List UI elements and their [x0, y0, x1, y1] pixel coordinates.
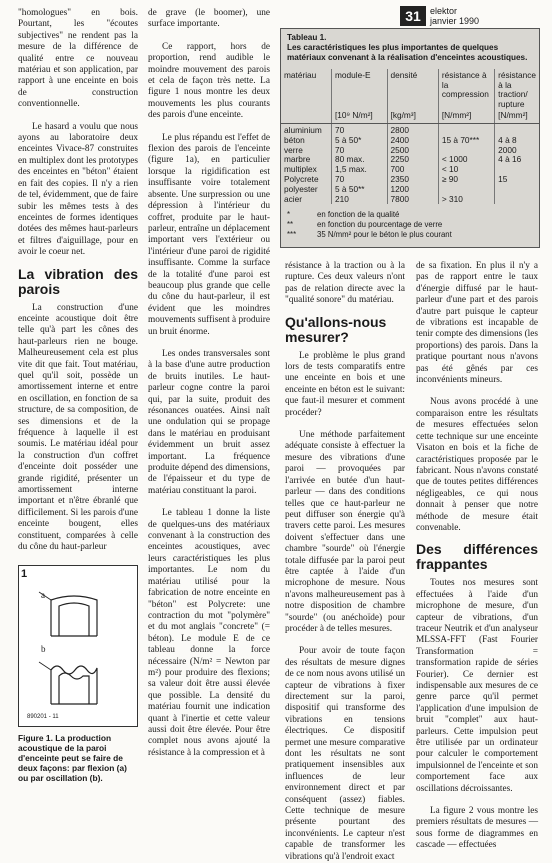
column-header: module-E [332, 69, 388, 111]
unit-cell: [10⁹ N/m²] [332, 111, 388, 124]
table-row [281, 124, 539, 136]
column-header: matériau [284, 70, 317, 80]
table-cell: béton [284, 134, 305, 145]
column-4 [416, 261, 538, 852]
page-number: 31 [400, 6, 426, 26]
legend-key: * [287, 210, 291, 219]
column-header: densité [387, 69, 438, 111]
table-cell [495, 124, 539, 136]
paragraph: Nous avons procédé à une comparaison entre les résultats de mesures effectuées selon cette technique sur une enceinte Visaton en bois et la fiche de caractéristiques proposée par le fabricant. Nous n'avons constaté que de toutes petites différences négligeables, ce qui nous donnait à penser que notre méthode de mesure était convenable. [416, 397, 538, 533]
column-2 [148, 8, 270, 759]
masthead [430, 6, 479, 26]
column-header: résistance à la traction/ rupture [495, 69, 539, 111]
legend-item [287, 210, 452, 220]
issue-date: janvier 1990 [430, 16, 480, 26]
table-cell: multiplex [284, 164, 317, 175]
legend-key: *** [287, 229, 297, 239]
table-cell: > 310 [438, 195, 494, 205]
table-cell: 2250 [387, 155, 438, 165]
table-cell: 4 à 8 [495, 136, 539, 146]
table-cell: 15 [495, 175, 539, 185]
legend-item [287, 230, 452, 240]
table-cell: < 1000 [438, 155, 494, 165]
table-cell: Polycrete [284, 173, 319, 184]
table-grid [281, 69, 539, 204]
column-1 [18, 8, 138, 553]
table-cell: 70 [332, 146, 388, 156]
unit-cell: [kg/m³] [387, 111, 438, 124]
table-cell [438, 124, 494, 136]
table-cell: 70 [332, 175, 388, 185]
table-cell: 700 [387, 165, 438, 175]
table-number: Tableau 1. [287, 33, 327, 42]
figure-number: 1 [21, 568, 28, 580]
figure-code: 890201 - 11 [27, 714, 59, 720]
table-row [281, 195, 539, 205]
wall-vibration-diagram [19, 566, 137, 726]
table-cell: 80 max. [332, 155, 388, 165]
table-cell: 2800 [387, 124, 438, 136]
table-cell: 7800 [387, 195, 438, 205]
figure-caption: Figure 1. La production acoustique de la paroi d'enceinte peut se faire de deux façons: par flexion (a) ou par oscillation (b). [18, 733, 127, 783]
units-row [281, 111, 539, 124]
table-legend [287, 210, 452, 239]
table-cell: 4 à 16 [495, 155, 539, 165]
table-cell [495, 195, 539, 205]
table-cell: 1,5 max. [332, 165, 388, 175]
legend-text: 35 N/mm² pour le béton le plus courant [317, 229, 452, 239]
table-cell: 210 [332, 195, 388, 205]
figure-label-b: b [41, 644, 46, 654]
legend-text: en fonction de la qualité [317, 210, 400, 219]
column-header: résistance à la compression [438, 69, 494, 111]
paragraph: résistance à la traction ou à la rupture. Ces deux valeurs n'ont pas de relation directe avec la "qualité sonore" du matériau. [285, 261, 405, 306]
table-cell: verre [284, 144, 303, 155]
table-cell: 2400 [387, 136, 438, 146]
figure-1 [18, 565, 138, 727]
table-cell [495, 185, 539, 195]
unit-cell: [N/mm²] [495, 111, 539, 124]
table-subtitle: Les caractéristiques les plus importantes de quelques matériaux convenant à la réalisation d'enceintes acoustiques. [287, 43, 528, 62]
paragraph: Pour avoir de toute façon des résultats de mesure dignes de ce nom nous avons utilisé un capteur de vibrations à fixer directement sur la paroi, dispositif qui transforme des vibrations en tensions électriques. Ce dispositif permet une mesure comparative dont les résultats ne sont pratiquement insensibles aux influences de leur environnement direct et par conséquent (assez) fiables. Cette technique de mesure présente pourtant des inconvénients. Le capteur n'est capable de transformer les vibrations qu'à l'endroit exact [285, 646, 405, 862]
legend-item [287, 220, 452, 230]
paragraph: de sa fixation. En plus il n'y a pas de rapport entre le taux d'énergie diffusé par le haut-parleur d'une part et des parois d'autre part puisque le capteur de vibrations est incapable de tenir compte des dimensions (les proportions) des parois. Dans la pratique pourtant nous n'avons pas été gênés par ces inconvénients mineurs. [416, 261, 538, 386]
paragraph: Ce rapport, hors de proportion, rend audible le moindre mouvement des parois et cela de façon très nette. La figure 1 nous montre les deux mouvements les plus courants des parois d'une enceinte. [148, 41, 270, 121]
table-cell: 2350 [387, 175, 438, 185]
table-row [281, 155, 539, 165]
table-cell: ≥ 90 [438, 175, 494, 185]
section-heading: Des différences frappantes [416, 541, 538, 573]
paragraph: La construction d'une enceinte acoustique doit être telle qu'à part les cônes des haut-parleurs rien ne bouge. Malheureusement cela est plus vite dit que fait. Tout matériau, quel qu'il soit, possède un amortissement interne et entre en oscillation, en fonction de sa structure, de sa composition, de ses dimensions et de la fréquence à laquelle il est soumis. Le matériau idéal pour la construction d'un coffret d'enceinte doit posséder une grande rigidité, présenter un amortissement interne important et n'être ébranlé que difficilement. Si les parois d'une enceinte bougent, elles constituent, comparées à celle du cône du haut-parleur [18, 302, 139, 553]
table-cell: aluminium [284, 125, 322, 135]
table-cell: acier [284, 193, 302, 204]
section-heading: La vibration des parois [18, 265, 138, 297]
legend-key: ** [287, 219, 294, 229]
table-row [281, 175, 539, 185]
table-cell: marbre [284, 154, 311, 165]
table-cell: polyester [284, 183, 318, 194]
table-row [281, 185, 539, 195]
table-cell: 2500 [387, 146, 438, 156]
unit-cell [281, 111, 332, 124]
paragraph: de grave (le boomer), une surface importante. [148, 8, 270, 30]
table-cell: 70 [332, 124, 388, 136]
figure-label-a: a [41, 590, 45, 600]
table-cell: 1200 [387, 185, 438, 195]
paragraph: "homologues" en bois. Pourtant, les "écoutes subjectives" ne rendent pas la mesure de la différence de qualité entre ce nouveau matériau et son application, par rapport à une enceinte en bois de construction conventionnelle. [18, 8, 138, 110]
brand-name: elektor [430, 6, 458, 16]
unit-cell: [N/mm²] [438, 111, 494, 124]
legend-text: en fonction du pourcentage de verre [317, 219, 443, 229]
table-cell: 15 à 70*** [438, 136, 494, 146]
paragraph: Toutes nos mesures sont effectuées à l'aide d'un microphone de mesure, d'un capteur de vibrations, d'un traceur Neutrik et d'un analyseur MLSSA-FFT (Fast Fourier Transformation = transformation rapide de séries Fourier). Ce dernier est indispensable aux mesures de ce genre parce qu'il permet l'application d'une impulsion de bruit "complet" aux haut-parleurs. Cette impulsion peut être utilisée par un ordinateur pour calculer le comportement impulsionnel de l'enceinte et son comportement face aux oscillations décroissantes. [416, 578, 538, 794]
paragraph: Le plus répandu est l'effet de flexion des parois de l'enceinte (figure 1a), en particulier lorsque la rigidification est insuffisante voire totalement absente. Une surpression ou une dépression à l'intérieur du coffret, produite par le haut-parleur, entraîne un déplacement important vers l'extérieur ou l'intérieur d'une paroi de rigidité insuffisante. Comme la surface de la totalité d'une paroi est beaucoup plus grande que celle du cône du haut-parleur, il est évident que les moindres mouvements suffisent à produire un bruit énorme. [148, 132, 270, 337]
table-cell: 5 à 50** [332, 185, 388, 195]
paragraph: Le tableau 1 donne la liste de quelques-uns des matériaux convenant à la construction des enceintes acoustiques, avec leurs caractéristiques les plus importantes. Le nom du matériau utilisé pour la fabrication de notre enceinte en "béton" est Polycrete: une contraction du mot "polymère" et du mot anglais "concrete" (= béton). Le module E de ce tableau donne la force nécessaire (N/m² = Newton par m²) pour produire des flexions; sa valeur doit être aussi élevée que possible. La densité du matériau fournit une indication quant à l'inertie et cette valeur aussi doit être élevée. Pour être complet nous avons ajouté la résistance à la compression et à [148, 508, 270, 758]
paragraph: Le problème le plus grand lors de tests comparatifs entre une enceinte en bois et une enceinte en béton est le suivant: que faut-il mesurer et comment procéder? [285, 350, 405, 418]
paragraph: Les ondes transversales sont à la base d'une autre production de bruits inutiles. Le haut-parleur cogne contre la paroi qui, par la suite, produit des résonances ouatées. Ainsi naît une ondulation qui se propage dans le matériau en produisant évidemment un bruit assez important. La fréquence produite dépend des dimensions, de l'épaisseur et du type de matériau constituant la paroi. [148, 348, 270, 496]
paragraph: Une méthode parfaitement adéquate consiste à effectuer la mesure des vibrations d'une paroi — provoquées par l'arrivée en butée d'un haut-parleur — dans des conditions telles que ce haut-parleur ne peut diffuser son énergie qu'à travers cette paroi. Les mesures doivent s'effectuer dans une chambre "sourde" où l'énergie totale diffusée par la paroi peut être captée à l'aide d'un microphone de mesure. Nous n'avons malheureusement pas à notre disposition de chambre "sourde" (ou anéchoïde) pour procéder à de telles mesures. [285, 430, 405, 634]
table-title [287, 33, 535, 63]
paragraph: Le hasard a voulu que nous ayons au laboratoire deux enceintes Vivace-87 construites en multiplex dont les prototypes des enceintes en "béton" étaient en fait des copies. Il n'y a rien de tel, évidemment, que de faire subir les mêmes tests à des enceintes de formes identiques dotées des mêmes haut-parleurs et filtres d'aiguillage, pour en avoir le coeur net. [18, 121, 138, 258]
table-header-row [281, 69, 539, 111]
section-heading: Qu'allons-nous mesurer? [285, 313, 387, 345]
table-cell: 5 à 50* [332, 136, 388, 146]
column-3 [285, 261, 405, 863]
paragraph: La figure 2 vous montre les premiers résultats de mesures — sous forme de diagrammes en cascade — effectuées [416, 806, 538, 851]
materials-table [280, 28, 540, 248]
table-cell: 2000 [495, 146, 539, 156]
table-cell: < 10 [438, 165, 494, 175]
